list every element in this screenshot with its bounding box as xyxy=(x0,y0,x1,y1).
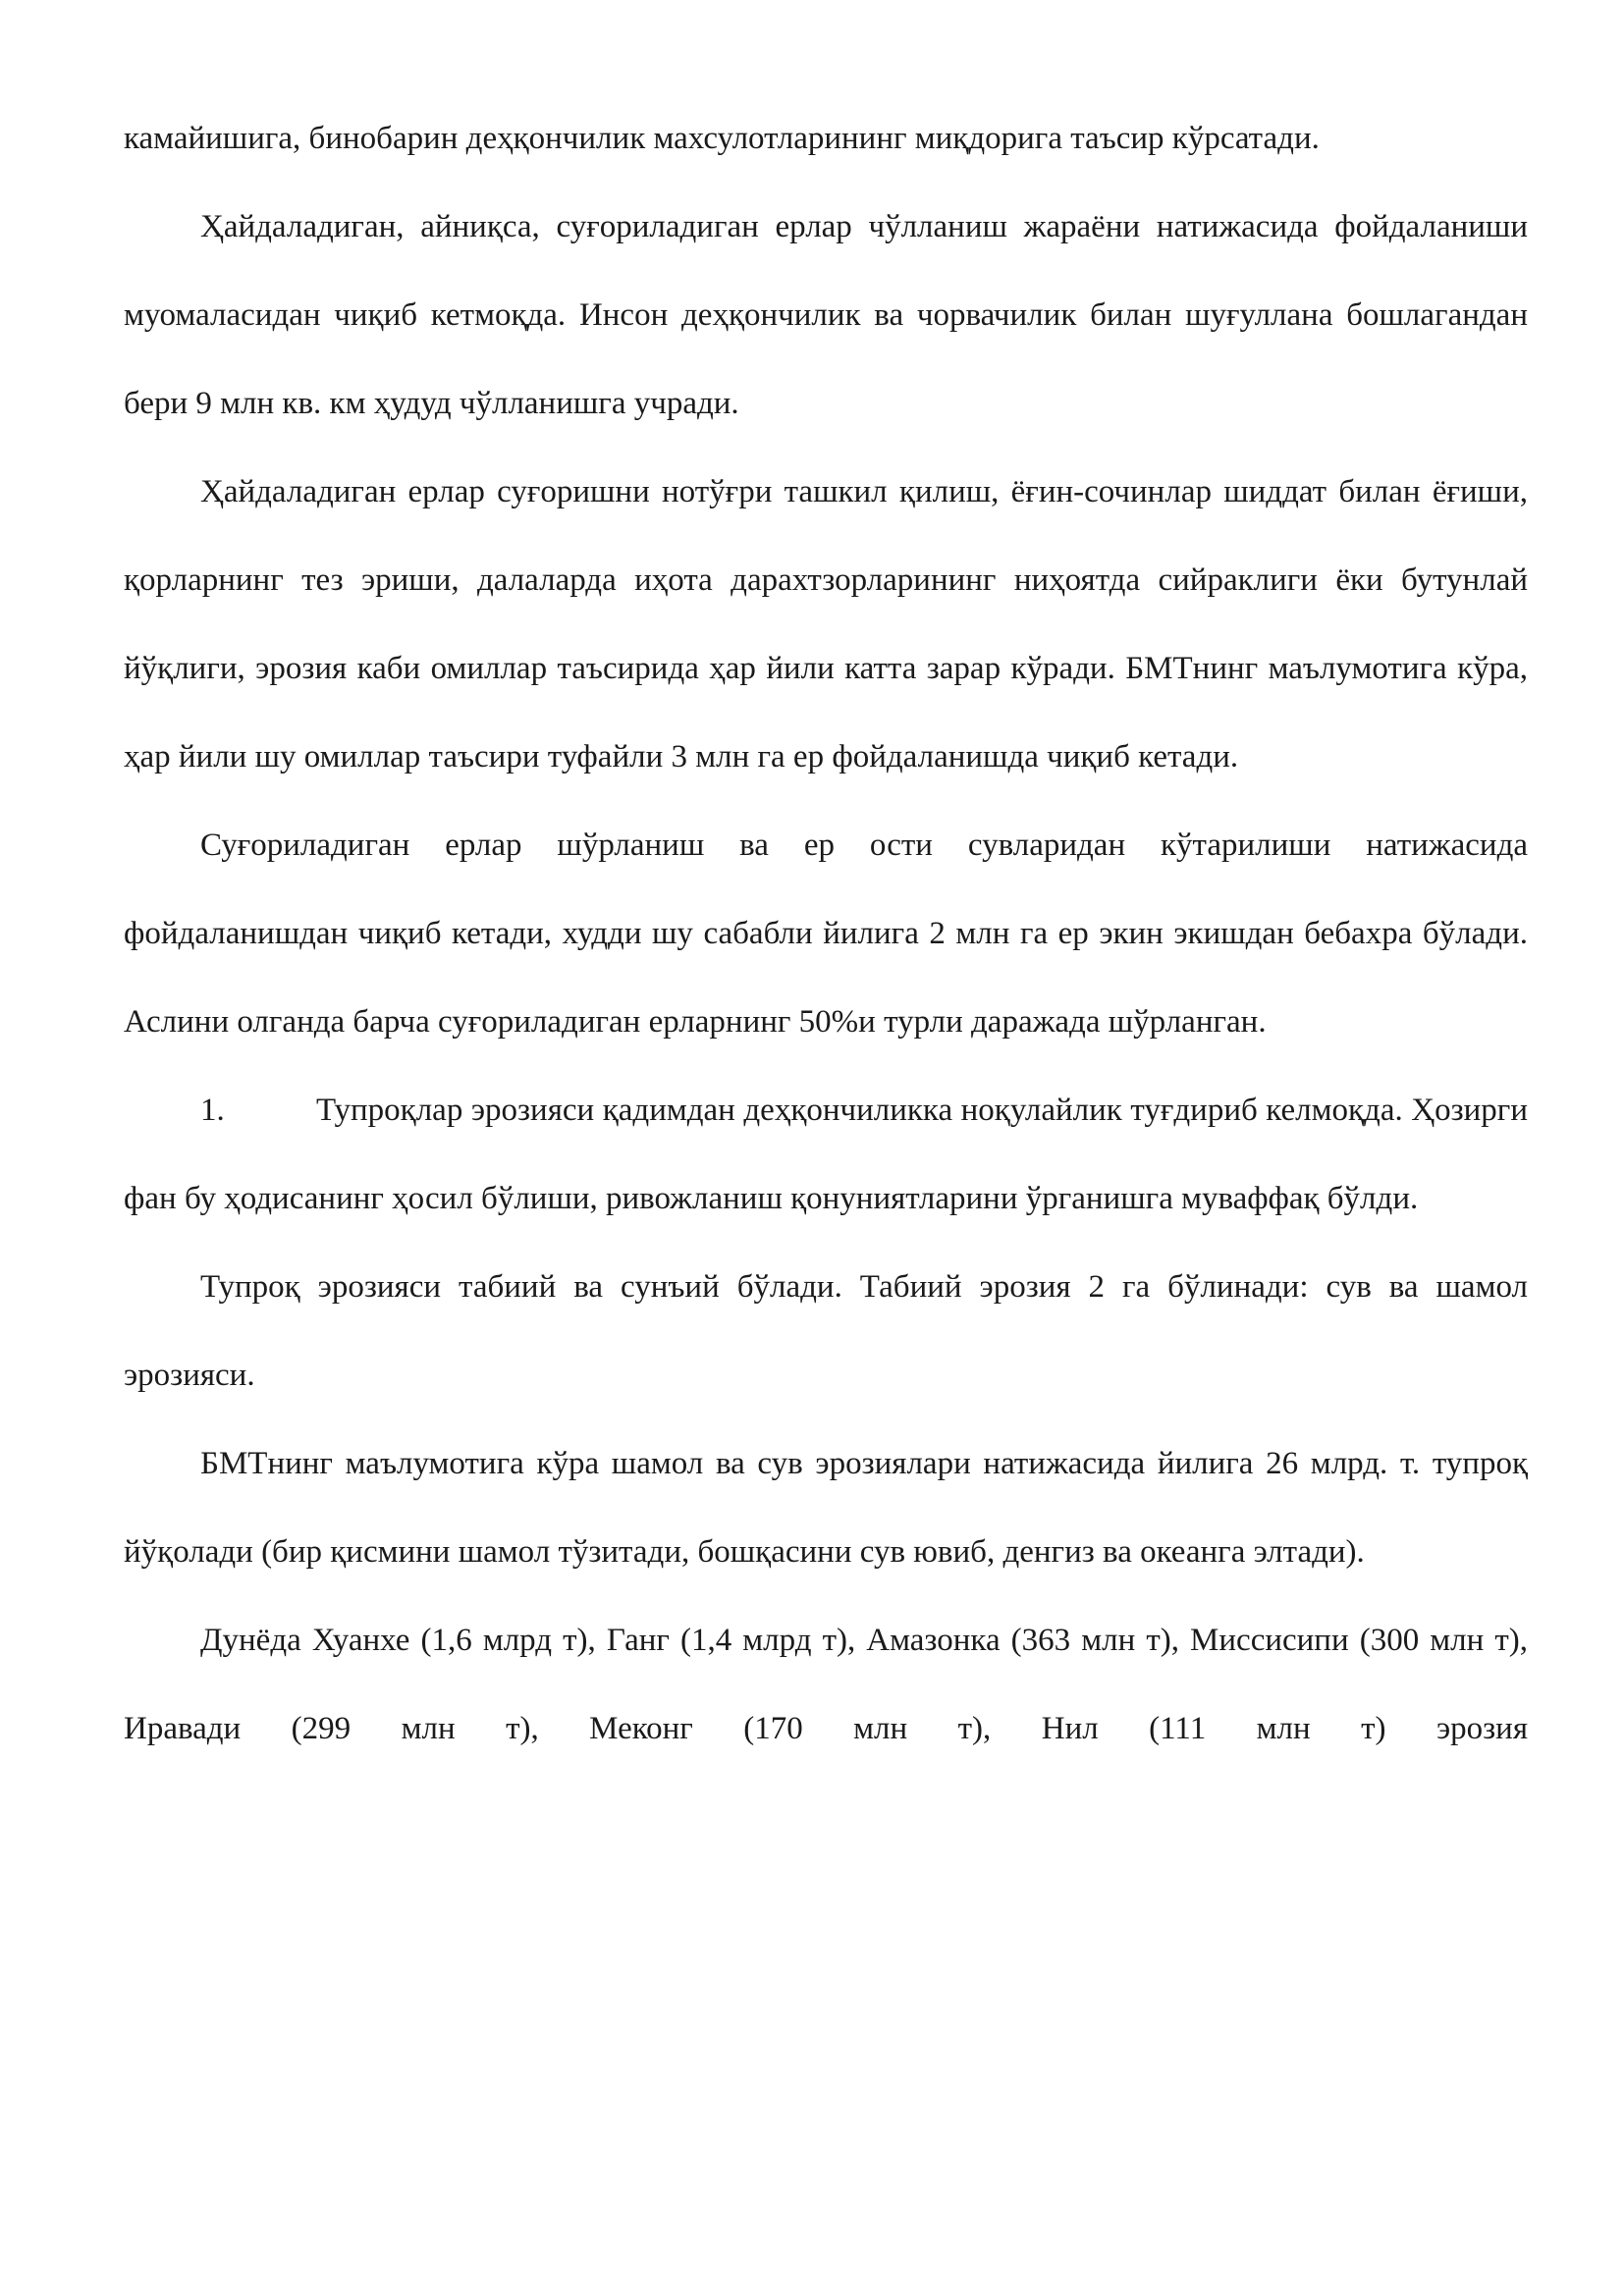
paragraph-text: Ҳайдаладиган, айниқса, суғориладиган ерлар чўлланиш жараёни натижасида фойдаланиши муомаласидан чиқиб кетмоқда. Инсон деҳқончилик ва чорвачилик билан шуғуллана бошлагандан бери 9 млн кв. км ҳудуд чўлланишга учради. xyxy=(124,209,1528,421)
paragraph-soil-loss xyxy=(124,1419,1528,1596)
paragraph-text: Ҳайдаладиган ерлар суғоришни нотўғри ташкил қилиш, ёғин-сочинлар шиддат билан ёғиши, қорларнинг тез эриши, далаларда иҳота дарахтзорларининг ниҳоятда сийраклиги ёки бутунлай йўқлиги, эрозия каби омиллар таъсирида ҳар йили катта зарар кўради. БМТнинг маълумотига кўра, ҳар йили шу омиллар таъсири туфайли 3 млн га ер фойдаланишда чиқиб кетади. xyxy=(124,474,1528,774)
paragraph-rivers xyxy=(124,1596,1528,1773)
paragraph-erosion-types xyxy=(124,1243,1528,1419)
paragraph-salinization xyxy=(124,801,1528,1066)
document-body xyxy=(124,94,1528,1773)
paragraph-text: Дунёда Хуанхе (1,6 млрд т), Ганг (1,4 млрд т), Амазонка (363 млн т), Миссисипи (300 млн т), Иравади (299 млн т), Меконг (170 млн т), Нил (111 млн т) эрозия xyxy=(124,1623,1528,1746)
paragraph-text: камайишига, бинобарин деҳқончилик махсулотларининг миқдорига таъсир кўрсатади. xyxy=(124,121,1320,156)
paragraph-text: Тупроқлар эрозияси қадимдан деҳқончиликка ноқулайлик туғдириб келмоқда. Ҳозирги фан бу ҳодисанинг ҳосил бўлиши, ривожланиш қонуниятларини ўрганишга муваффақ бўлди. xyxy=(124,1093,1528,1216)
paragraph-text: Суғориладиган ерлар шўрланиш ва ер ости сувларидан кўтарилиши натижасида фойдаланишдан чиқиб кетади, худди шу сабабли йилига 2 млн га ер экин экишдан бебахра бўлади. Аслини олганда барча суғориладиган ерларнинг 50%и турли даражада шўрланган. xyxy=(124,828,1528,1040)
paragraph-number: 1. xyxy=(200,1093,225,1128)
paragraph-erosion-factors xyxy=(124,448,1528,801)
paragraph-desertification xyxy=(124,183,1528,448)
numbered-paragraph xyxy=(124,1066,1528,1243)
paragraph-text: БМТнинг маълумотига кўра шамол ва сув эрозиялари натижасида йилига 26 млрд. т. тупроқ йўқолади (бир қисмини шамол тўзитади, бошқасини сув ювиб, денгиз ва океанга элтади). xyxy=(124,1446,1528,1570)
paragraph-continuation xyxy=(124,94,1528,183)
paragraph-text: Тупроқ эрозияси табиий ва сунъий бўлади. Табиий эрозия 2 га бўлинади: сув ва шамол эрозияси. xyxy=(124,1269,1528,1393)
